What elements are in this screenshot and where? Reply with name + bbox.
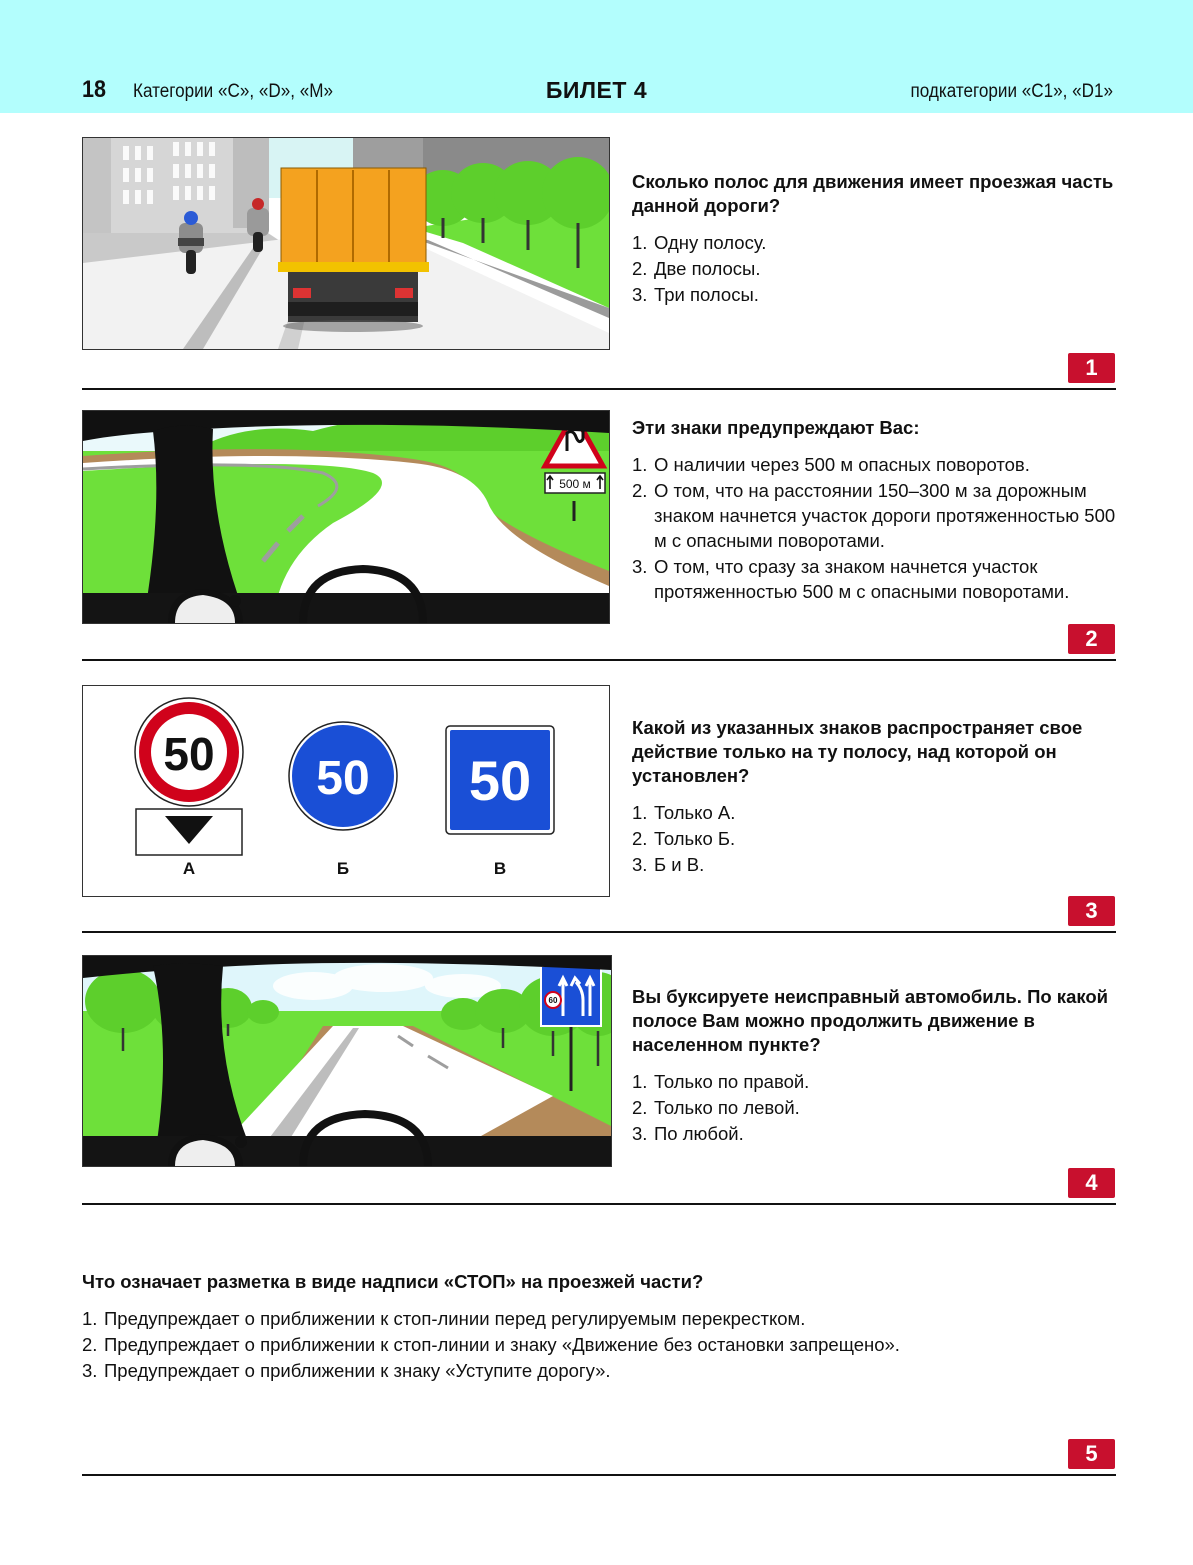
sign-c-label: В — [493, 859, 507, 878]
question-number-badge: 4 — [1068, 1168, 1115, 1198]
question-3-answers — [632, 800, 1122, 877]
divider — [82, 1474, 1116, 1476]
question-5-title: Что означает разметка в виде надписи «СТОП» на проезжей части? — [82, 1271, 704, 1292]
answer-option[interactable]: 2. Только по левой. — [632, 1097, 800, 1118]
question-4-title: Вы буксируете неисправный автомобиль. По какой полосе Вам можно продолжить движение в населенном пункте? — [632, 986, 1109, 1055]
answer-option[interactable]: 2. О том, что на расстоянии 150–300 м за дорожным знаком начнется участок дороги протяженностью 500 м с опасными поворотами. — [632, 480, 1116, 551]
lane-sign-road-scene — [83, 956, 611, 1166]
question-5 — [82, 1270, 1122, 1384]
question-number-badge: 3 — [1068, 896, 1115, 926]
sign-a-value: 50 — [163, 728, 215, 780]
question-number-badge: 2 — [1068, 624, 1115, 654]
sign-a-label: А — [182, 859, 196, 878]
sign-distance-plate: 500 м — [559, 477, 591, 491]
answer-option[interactable]: 3. Предупреждает о приближении к знаку «Уступите дорогу». — [82, 1360, 611, 1381]
question-3-illustration — [82, 685, 610, 897]
sign-b-label: Б — [336, 859, 350, 878]
divider — [82, 931, 1116, 933]
question-2-illustration — [82, 410, 610, 624]
question-1 — [632, 170, 1122, 308]
answer-option[interactable]: 1. Одну полосу. — [632, 232, 767, 253]
divider — [82, 1203, 1116, 1205]
subcategories-label: подкатегории «C1», «D1» — [910, 81, 1113, 102]
answer-option[interactable]: 3. Б и В. — [632, 854, 705, 875]
question-number-badge: 5 — [1068, 1439, 1115, 1469]
answer-option[interactable]: 3. По любой. — [632, 1123, 744, 1144]
question-4-illustration — [82, 955, 612, 1167]
question-4-answers — [632, 1069, 1122, 1146]
ticket-title: БИЛЕТ 4 — [545, 77, 648, 103]
question-3-title: Какой из указанных знаков распространяет свое действие только на ту полосу, над которой он установлен? — [632, 717, 1083, 786]
speed-signs — [83, 686, 609, 896]
curvy-road-scene — [83, 411, 609, 623]
answer-option[interactable]: 1. О наличии через 500 м опасных поворотов. — [632, 454, 1030, 475]
question-5-answers — [82, 1306, 1122, 1383]
sign-c-value: 50 — [468, 749, 532, 812]
answer-option[interactable]: 3. О том, что сразу за знаком начнется участок протяженностью 500 м с опасными поворотами. — [632, 556, 1070, 602]
question-4 — [632, 985, 1122, 1147]
question-1-answers — [632, 230, 1122, 307]
page-number: 18 — [82, 76, 107, 103]
categories-label: Категории «C», «D», «M» — [133, 81, 333, 102]
question-2-title: Эти знаки предупреждают Вас: — [632, 417, 920, 438]
lane-sign-speed: 60 — [548, 996, 558, 1005]
question-1-illustration — [82, 137, 610, 350]
answer-option[interactable]: 2. Только Б. — [632, 828, 736, 849]
question-2 — [632, 416, 1122, 605]
divider — [82, 388, 1116, 390]
answer-option[interactable]: 1. Только по правой. — [632, 1071, 810, 1092]
question-number-badge: 1 — [1068, 353, 1115, 383]
question-1-title: Сколько полос для движения имеет проезжая часть данной дороги? — [632, 171, 1114, 216]
sign-b-value: 50 — [316, 752, 370, 805]
answer-option[interactable]: 1. Только А. — [632, 802, 736, 823]
page-header — [0, 0, 1193, 113]
street-truck-scene — [83, 138, 609, 349]
answer-option[interactable]: 3. Три полосы. — [632, 284, 759, 305]
answer-option[interactable]: 2. Две полосы. — [632, 258, 761, 279]
question-3 — [632, 716, 1122, 878]
question-2-answers — [632, 452, 1122, 604]
answer-option[interactable]: 1. Предупреждает о приближении к стоп-линии перед регулируемым перекрестком. — [82, 1308, 806, 1329]
answer-option[interactable]: 2. Предупреждает о приближении к стоп-линии и знаку «Движение без остановки запрещено». — [82, 1334, 900, 1355]
divider — [82, 659, 1116, 661]
